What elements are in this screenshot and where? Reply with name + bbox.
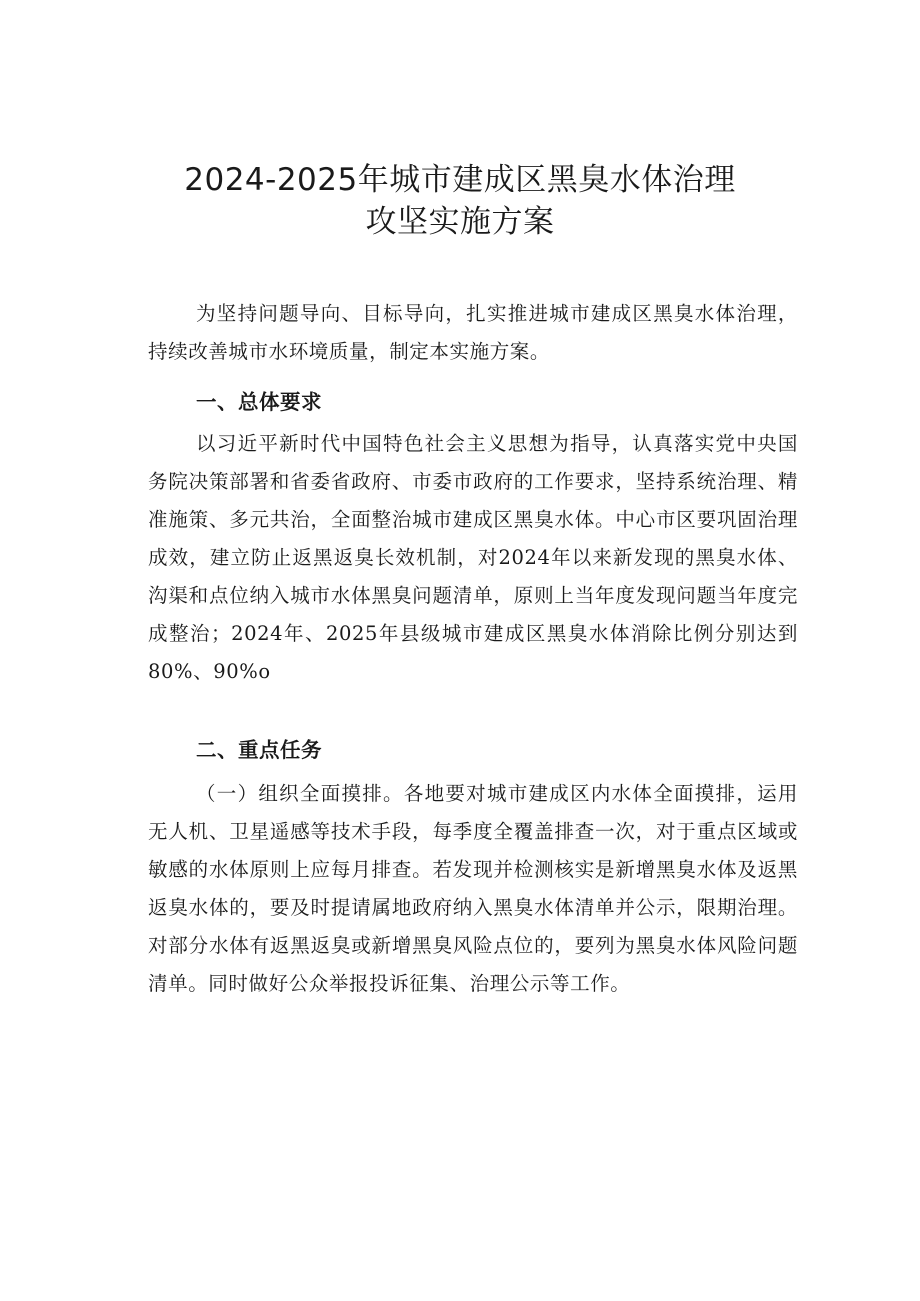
document-title-line-2: 攻坚实施方案 (365, 204, 555, 240)
section-body-key-tasks: （一）组织全面摸排。各地要对城市建成区内水体全面摸排，运用无人机、卫星遥感等技术手段，每季度全覆盖排查一次，对于重点区域或敏感的水体原则上应每月排查。若发现并检测核实是新增黑臭水体及返黑返臭水体的，要及时提请属地政府纳入黑臭水体清单并公示，限期治理。对部分水体有返黑返臭或新增黑臭风险点位的，要列为黑臭水体风险问题清单。同时做好公众举报投诉征集、治理公示等工作。 (148, 782, 798, 995)
document-title-line-1: 2024-2025年城市建成区黑臭水体治理 (184, 162, 736, 198)
intro-paragraph: 为坚持问题导向、目标导向，扎实推进城市建成区黑臭水体治理，持续改善城市水环境质量，制定本实施方案。 (148, 302, 798, 363)
section-heading-key-tasks: 二、重点任务 (196, 738, 322, 762)
section-heading-general-requirements: 一、总体要求 (196, 390, 322, 414)
section-body-general-requirements: 以习近平新时代中国特色社会主义思想为指导，认真落实党中央国务院决策部署和省委省政府、市委市政府的工作要求，坚持系统治理、精准施策、多元共治，全面整治城市建成区黑臭水体。中心市区要巩固治理成效，建立防止返黑返臭长效机制，对2024年以来新发现的黑臭水体、沟渠和点位纳入城市水体黑臭问题清单，原则上当年度发现问题当年度完成整治；2024年、2025年县级城市建成区黑臭水体消除比例分别达到80%、90%o (148, 432, 798, 683)
